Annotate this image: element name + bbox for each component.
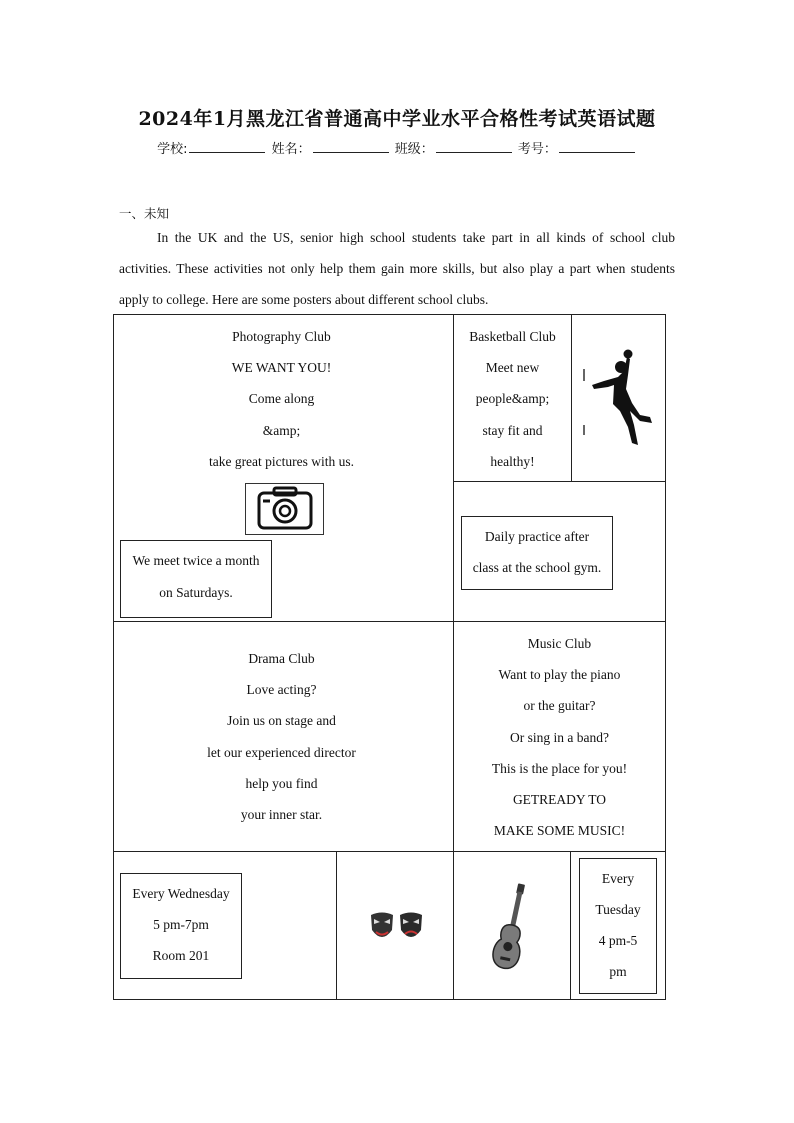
drama-poster (114, 643, 449, 830)
basketball-line: stay fit and (482, 422, 543, 438)
music-line: or the guitar? (523, 698, 596, 714)
camera-icon (245, 483, 324, 535)
divider-basketball (453, 481, 665, 482)
school-label: 学校: (157, 142, 188, 157)
basketball-line: Meet new (485, 360, 540, 376)
music-note-line: pm (609, 964, 627, 979)
section-heading: 一、未知 (119, 206, 170, 221)
drama-line: help you find (245, 775, 318, 791)
photography-note-line: We meet twice a month (132, 553, 260, 568)
basketball-note-line: Daily practice after (484, 529, 590, 544)
divider-row2 (114, 851, 665, 852)
photography-line: &amp; (262, 422, 301, 438)
drama-line: your inner star. (240, 807, 323, 823)
music-line: This is the place for you! (491, 760, 628, 776)
photography-poster (114, 321, 449, 477)
drama-note-line: 5 pm-7pm (153, 917, 209, 932)
photography-line: Come along (248, 391, 315, 407)
music-line: Or sing in a band? (510, 729, 609, 745)
drama-line: Join us on stage and (227, 713, 336, 729)
photography-line: WE WANT YOU! (231, 360, 332, 376)
music-note (579, 858, 657, 994)
basketball-title: Basketball Club (469, 329, 556, 344)
music-line: GETREADY TO (512, 792, 607, 808)
divider-row1 (114, 621, 665, 622)
intro-paragraph (119, 222, 675, 315)
drama-note-line: Room 201 (152, 948, 210, 963)
divider-drama-bottom (336, 851, 337, 999)
photography-title: Photography Club (232, 329, 331, 344)
photography-line: take great pictures with us. (208, 453, 355, 469)
music-note-line: Every (601, 871, 635, 886)
music-note-line: 4 pm-5 (598, 933, 638, 948)
drama-note (120, 873, 242, 979)
opera-masks-icon (368, 910, 426, 944)
basketball-note-line: class at the school gym. (472, 560, 602, 575)
divider-basketball-img (571, 315, 572, 481)
photography-note-line: on Saturdays. (159, 585, 233, 600)
drama-title: Drama Club (248, 651, 315, 666)
class-blank[interactable] (436, 140, 512, 153)
music-poster (454, 628, 665, 846)
name-blank[interactable] (313, 140, 389, 153)
drama-line: let our experienced director (207, 744, 356, 760)
music-title: Music Club (527, 636, 592, 651)
music-note-line: Tuesday (595, 902, 641, 917)
music-line: MAKE SOME MUSIC! (493, 823, 626, 839)
school-blank[interactable] (189, 140, 265, 153)
class-label: 班级： (394, 142, 434, 157)
divider-music-bottom (570, 851, 571, 999)
basketball-line: people&amp; (475, 391, 550, 407)
music-line: Want to play the piano (498, 667, 621, 683)
drama-note-line: Every Wednesday (132, 886, 230, 901)
page-title: 2024年1月黑龙江省普通高中学业水平合格性考试英语试题 (138, 108, 656, 130)
basketball-player-icon (580, 349, 656, 449)
basketball-note (461, 516, 613, 590)
number-label: 考号： (517, 142, 557, 157)
drama-line: Love acting? (246, 682, 317, 698)
basketball-line: healthy! (490, 453, 535, 469)
number-blank[interactable] (559, 140, 635, 153)
intro-text: In the UK and the US, senior high school students take part in all kinds of school club activities. These activities not only help them gain more skills, but also play a part when students apply to college. Here are some posters about different school clubs. (119, 230, 675, 307)
guitar-icon (490, 881, 534, 973)
student-info-line (0, 138, 794, 157)
name-label: 姓名： (271, 142, 311, 157)
photography-note (120, 540, 272, 618)
posters-table (113, 314, 666, 1000)
basketball-poster (454, 321, 571, 477)
